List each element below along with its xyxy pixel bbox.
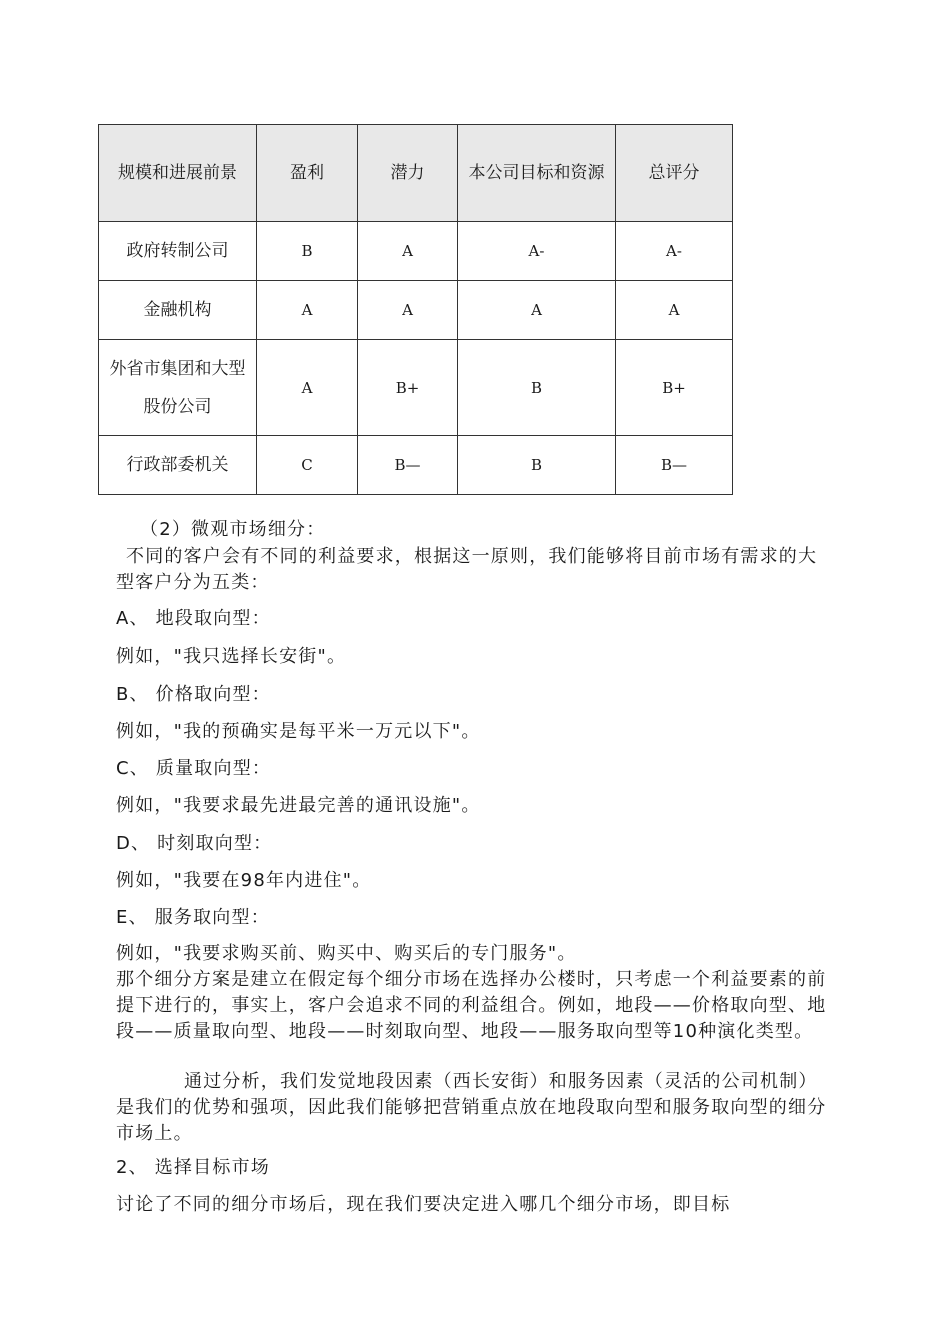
section-2-heading: 2、 选择目标市场 xyxy=(116,1157,270,1178)
item-d-title: D、 时刻取向型： xyxy=(116,833,273,854)
table-row xyxy=(99,436,733,495)
combinations-paragraph: 那个细分方案是建立在假定每个细分市场在选择办公楼时，只考虑一个利益要素的前提下进行的，事实上，客户会追求不同的利益组合。例如，地段——价格取向型、地段——质量取向型、地段——时刻取向型、地段——服务取向型等10种演化类型。 xyxy=(116,969,827,1042)
row-label: 政府转制公司 xyxy=(99,222,257,281)
item-e-title: E、 服务取向型： xyxy=(116,907,270,928)
item-a-title: A、 地段取向型： xyxy=(116,608,271,629)
resources-cell: A- xyxy=(458,222,616,281)
row-label: 外省市集团和大型股份公司 xyxy=(99,340,257,436)
table-header-row xyxy=(99,125,733,222)
item-c-example: 例如，"我要求最先进最完善的通讯设施"。 xyxy=(116,795,481,816)
header-cell: 规模和进展前景 xyxy=(99,125,257,222)
intro-paragraph: 不同的客户会有不同的利益要求，根据这一原则，我们能够将目前市场有需求的大型客户分为五类： xyxy=(116,546,818,593)
item-b-example: 例如，"我的预确实是每平米一万元以下"。 xyxy=(116,721,481,742)
total-cell: B+ xyxy=(616,340,733,436)
item-e-example: 例如，"我要求购买前、购买中、购买后的专门服务"。 xyxy=(116,943,577,964)
market-evaluation-table xyxy=(98,124,733,495)
table-row xyxy=(99,281,733,340)
row-label: 金融机构 xyxy=(99,281,257,340)
item-a-example: 例如，"我只选择长安街"。 xyxy=(116,646,347,667)
header-cell: 盈利 xyxy=(257,125,358,222)
profit-cell: A xyxy=(257,340,358,436)
row-label: 行政部委机关 xyxy=(99,436,257,495)
item-d-example: 例如，"我要在98年内进住"。 xyxy=(116,870,372,891)
micro-segmentation-heading: （2）微观市场细分： xyxy=(140,519,326,540)
header-cell: 潜力 xyxy=(358,125,458,222)
item-c-title: C、 质量取向型： xyxy=(116,758,272,779)
potential-cell: B+ xyxy=(358,340,458,436)
resources-cell: B xyxy=(458,340,616,436)
item-b-title: B、 价格取向型： xyxy=(116,684,271,705)
total-cell: B— xyxy=(616,436,733,495)
profit-cell: C xyxy=(257,436,358,495)
profit-cell: A xyxy=(257,281,358,340)
potential-cell: A xyxy=(358,281,458,340)
potential-cell: B— xyxy=(358,436,458,495)
profit-cell: B xyxy=(257,222,358,281)
table-row xyxy=(99,222,733,281)
total-cell: A xyxy=(616,281,733,340)
table-row xyxy=(99,340,733,436)
header-cell: 本公司目标和资源 xyxy=(458,125,616,222)
potential-cell: A xyxy=(358,222,458,281)
analysis-paragraph: 通过分析，我们发觉地段因素（西长安街）和服务因素（灵活的公司机制）是我们的优势和强项，因此我们能够把营销重点放在地段取向型和服务取向型的细分市场上。 xyxy=(116,1071,827,1144)
section-2-text: 讨论了不同的细分市场后，现在我们要决定进入哪几个细分市场，即目标 xyxy=(116,1194,731,1215)
total-cell: A- xyxy=(616,222,733,281)
resources-cell: A xyxy=(458,281,616,340)
header-cell: 总评分 xyxy=(616,125,733,222)
resources-cell: B xyxy=(458,436,616,495)
